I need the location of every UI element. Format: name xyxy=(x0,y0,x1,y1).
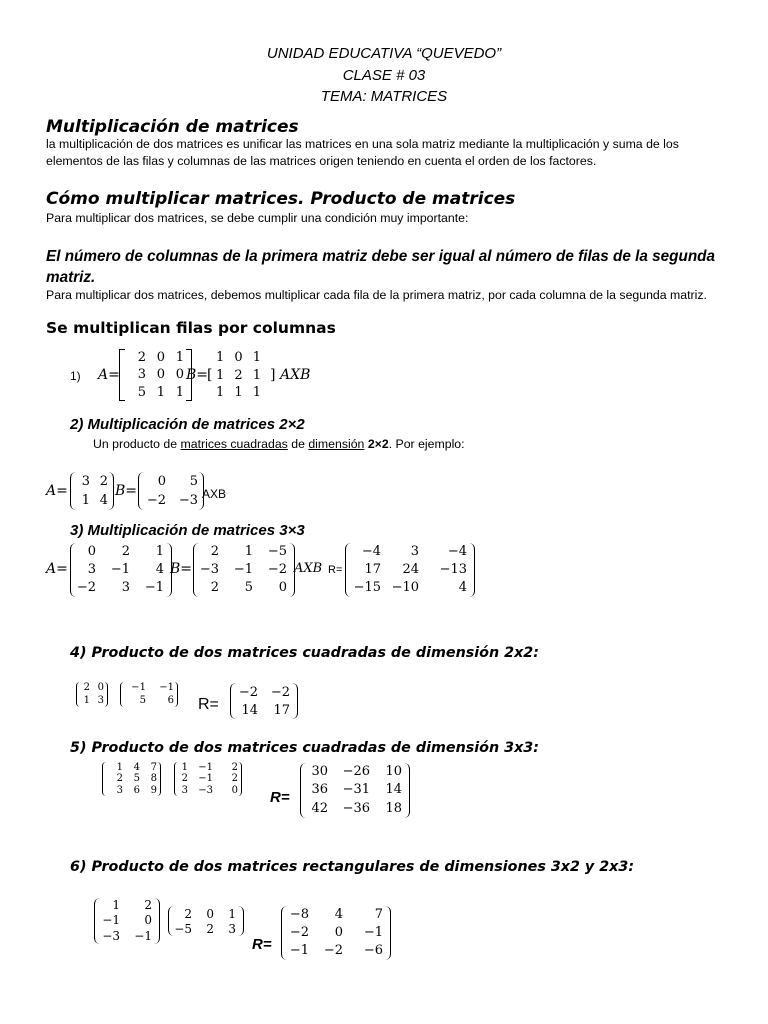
matrix-entry: 2 xyxy=(210,544,219,559)
section-title-multiplication: Multiplicación de matrices xyxy=(46,117,299,137)
matrix-entry: −2 xyxy=(146,492,166,508)
matrix-entry: 1 xyxy=(228,906,236,921)
matrix-entry: −1 xyxy=(131,682,146,694)
desc-text: de xyxy=(287,437,309,451)
matrix-m2-ex6-entries xyxy=(174,906,238,936)
matrix-entry: −2 xyxy=(267,562,287,577)
matrix-a-label: A= xyxy=(46,561,68,577)
matrix-entry: 8 xyxy=(150,773,157,785)
matrix-entry: −31 xyxy=(342,782,370,798)
matrix-entry: 0 xyxy=(97,682,104,694)
matrix-m1-ex4 xyxy=(76,682,108,707)
matrix-b-label: B= xyxy=(170,561,193,577)
example-2-title: 2) Multiplicación de matrices 2×2 xyxy=(70,416,305,433)
matrix-entry: 18 xyxy=(385,800,402,816)
example-2-description xyxy=(93,436,465,453)
example-1-number: 1) xyxy=(70,369,81,383)
matrix-entry: 3 xyxy=(81,473,90,489)
condition-rule: El número de columnas de la primera matriz debe ser igual al número de filas de la segunda matriz. xyxy=(46,248,716,286)
matrix-entry: 2 xyxy=(137,350,146,366)
matrix-entry: −15 xyxy=(353,580,381,595)
matrix-entry: 4 xyxy=(334,907,343,922)
condition-intro: Para multiplicar dos matrices, se debe cumplir una condición muy importante: xyxy=(46,211,469,225)
matrix-entry: −1 xyxy=(134,928,152,943)
matrix-a-ex3-entries xyxy=(76,543,166,597)
result-matrix-ex5 xyxy=(300,763,410,818)
matrix-entry: −4 xyxy=(447,544,467,559)
matrix-entry: 1 xyxy=(181,762,188,774)
matrix-entry: 3 xyxy=(87,562,96,577)
matrix-b-row-3: 1 1 1 xyxy=(216,385,262,400)
result-label-ex4: R= xyxy=(198,696,219,713)
matrix-entry: −2 xyxy=(76,580,96,595)
example-5-title: 5) Producto de dos matrices cuadradas de dimensión 3x3: xyxy=(70,740,539,756)
matrix-entry: 17 xyxy=(364,562,381,577)
matrix-entry: 42 xyxy=(311,800,328,816)
matrix-entry: 5 xyxy=(133,773,140,785)
matrix-m2-ex4 xyxy=(120,682,178,707)
matrix-m2-ex4-entries xyxy=(124,682,174,707)
matrix-entry: 9 xyxy=(150,784,157,796)
link-dimension[interactable]: dimensión xyxy=(308,437,365,451)
matrix-b-row-2: 1 2 1 xyxy=(216,368,262,383)
method-paragraph: Para multiplicar dos matrices, debemos multiplicar cada fila de la primera matriz, por cada columna de la segunda matriz. xyxy=(46,288,707,302)
definition-paragraph: la multiplicación de dos matrices es unificar las matrices en una sola matriz mediante la multiplicación y suma de los elementos de las filas y columnas de las matrices origen teniendo en cuenta el orden de los factores. xyxy=(46,137,679,168)
matrix-entry: 1 xyxy=(81,492,90,508)
matrix-m1-ex6-entries xyxy=(100,898,154,944)
rows-by-columns-heading: Se multiplican filas por columnas xyxy=(46,319,336,337)
topic-title: TEMA: MATRICES xyxy=(320,88,448,105)
section-title-how-to: Cómo multiplicar matrices. Producto de matrices xyxy=(46,189,516,209)
matrix-entry: −13 xyxy=(439,562,467,577)
matrix-entry: −2 xyxy=(289,925,309,940)
matrix-entry: 14 xyxy=(241,702,258,718)
matrix-entry: −2 xyxy=(238,684,258,700)
matrix-entry: 4 xyxy=(458,580,467,595)
matrix-entry: −1 xyxy=(289,943,309,958)
matrix-entry: 0 xyxy=(156,367,165,383)
matrix-entry: −2 xyxy=(270,684,290,700)
matrix-entry: −26 xyxy=(342,764,370,780)
matrix-entry: 1 xyxy=(156,384,165,400)
desc-dimension: 2×2 xyxy=(364,437,389,451)
matrix-entry: 7 xyxy=(150,762,157,774)
matrix-entry: −1 xyxy=(102,913,120,928)
matrix-entry: 36 xyxy=(311,782,328,798)
desc-text: . Por ejemplo: xyxy=(388,437,465,451)
matrix-entry: 3 xyxy=(181,784,188,796)
matrix-entry: 7 xyxy=(374,907,383,922)
example-4-title: 4) Producto de dos matrices cuadradas de dimensión 2x2: xyxy=(70,645,539,661)
matrix-entry: 1 xyxy=(155,544,164,559)
matrix-entry: 3 xyxy=(97,694,104,706)
matrix-entry: 2 xyxy=(184,906,192,921)
matrix-entry: 2 xyxy=(231,773,238,785)
matrix-b-label: B= xyxy=(115,483,138,499)
matrix-entry: 4 xyxy=(99,492,108,508)
matrix-a-label: A= xyxy=(98,367,120,383)
example-3-title: 3) Multiplicación de matrices 3×3 xyxy=(70,522,305,539)
matrix-entry: 2 xyxy=(121,544,130,559)
matrix-entry: 3 xyxy=(116,784,123,796)
matrix-entry: 1 xyxy=(83,694,90,706)
axb-operator-ex1: AXB xyxy=(280,367,311,383)
matrix-entry: −1 xyxy=(144,580,164,595)
link-square-matrices[interactable]: matrices cuadradas xyxy=(180,437,288,451)
matrix-entry: −3 xyxy=(198,784,213,796)
matrix-entry: −10 xyxy=(391,580,419,595)
matrix-b-row-1: 1 0 1 xyxy=(216,350,262,365)
matrix-entry: 0 xyxy=(334,925,343,940)
matrix-entry: 6 xyxy=(133,784,140,796)
matrix-entry: 2 xyxy=(83,682,90,694)
result-label-ex6: R= xyxy=(252,936,272,953)
matrix-entry: −1 xyxy=(233,562,253,577)
axb-operator-ex2: AXB xyxy=(202,487,227,501)
matrix-entry: 4 xyxy=(155,562,164,577)
matrix-entry: 2 xyxy=(181,773,188,785)
matrix-entry: −6 xyxy=(363,943,383,958)
matrix-entry: −8 xyxy=(289,907,309,922)
axb-operator-ex3: AXB xyxy=(294,561,323,576)
desc-text: Un producto de xyxy=(93,437,181,451)
matrix-entry: 4 xyxy=(133,762,140,774)
matrix-entry: 2 xyxy=(144,898,152,913)
matrix-entry: 24 xyxy=(402,562,419,577)
matrix-b-label: B= xyxy=(186,367,209,383)
matrix-m2-ex5-entries xyxy=(178,762,238,796)
matrix-entry: −1 xyxy=(110,562,130,577)
matrix-entry: −5 xyxy=(174,921,192,936)
school-name: UNIDAD EDUCATIVA “QUEVEDO” xyxy=(266,45,502,62)
matrix-entry: 0 xyxy=(144,913,152,928)
matrix-entry: −2 xyxy=(323,943,343,958)
matrix-entry: 5 xyxy=(139,694,146,706)
matrix-entry: 0 xyxy=(156,350,165,366)
result-label-ex5: R= xyxy=(270,789,290,806)
matrix-entry: 14 xyxy=(385,782,402,798)
matrix-entry: 3 xyxy=(137,367,146,383)
matrix-a-ex1-entries xyxy=(125,349,186,401)
class-number: CLASE # 03 xyxy=(342,67,426,84)
matrix-entry: 2 xyxy=(206,921,214,936)
matrix-m1-ex5 xyxy=(102,762,161,796)
matrix-entry: 1 xyxy=(175,350,184,366)
matrix-entry: 2 xyxy=(210,580,219,595)
matrix-entry: 30 xyxy=(311,764,328,780)
matrix-entry: 5 xyxy=(189,473,198,489)
matrix-entry: −1 xyxy=(198,762,213,774)
matrix-entry: 0 xyxy=(175,367,184,383)
matrix-b-open-bracket: [ xyxy=(207,367,213,383)
matrix-entry: 17 xyxy=(273,702,290,718)
example-6-title: 6) Producto de dos matrices rectangulares de dimensiones 3x2 y 2x3: xyxy=(70,859,635,875)
matrix-a-label: A= xyxy=(46,483,68,499)
matrix-b-close-bracket: ] xyxy=(270,367,276,383)
matrix-m1-ex5-entries xyxy=(106,762,157,796)
matrix-entry: −1 xyxy=(363,925,383,940)
result-label-ex3: R= xyxy=(328,564,343,576)
matrix-entry: −5 xyxy=(267,544,287,559)
matrix-entry: 0 xyxy=(206,906,214,921)
matrix-a-ex1 xyxy=(119,349,192,401)
matrix-b-ex2 xyxy=(138,472,204,510)
matrix-entry: −1 xyxy=(159,682,174,694)
matrix-b-ex2-entries xyxy=(144,472,198,510)
matrix-entry: −36 xyxy=(342,800,370,816)
result-matrix-ex6-entries xyxy=(287,906,385,960)
result-matrix-ex4 xyxy=(230,683,298,719)
matrix-entry: 3 xyxy=(228,921,236,936)
matrix-entry: 1 xyxy=(116,762,123,774)
result-matrix-ex5-entries xyxy=(306,763,404,818)
matrix-entry: 0 xyxy=(231,784,238,796)
matrix-entry: −4 xyxy=(361,544,381,559)
matrix-entry: 1 xyxy=(175,384,184,400)
matrix-entry: 0 xyxy=(157,473,166,489)
matrix-entry: 6 xyxy=(167,694,174,706)
matrix-b-ex3-entries xyxy=(199,543,289,597)
matrix-entry: 1 xyxy=(112,898,120,913)
matrix-entry: 0 xyxy=(278,580,287,595)
result-matrix-ex3-entries xyxy=(351,543,469,597)
matrix-entry: −3 xyxy=(178,492,198,508)
matrix-entry: −3 xyxy=(199,562,219,577)
matrix-entry: 2 xyxy=(116,773,123,785)
matrix-b-ex3 xyxy=(193,543,295,597)
result-matrix-ex6 xyxy=(281,906,391,960)
matrix-entry: 5 xyxy=(137,384,146,400)
matrix-entry: 5 xyxy=(244,580,253,595)
matrix-entry: −3 xyxy=(102,928,120,943)
matrix-entry: 2 xyxy=(231,762,238,774)
matrix-entry: 3 xyxy=(121,580,130,595)
matrix-entry: 0 xyxy=(87,544,96,559)
matrix-m2-ex5 xyxy=(174,762,242,796)
matrix-a-ex2 xyxy=(70,472,114,510)
matrix-m2-ex6 xyxy=(168,906,244,936)
matrix-a-ex3 xyxy=(70,543,172,597)
matrix-m1-ex6 xyxy=(94,898,160,944)
matrix-entry: 1 xyxy=(244,544,253,559)
matrix-entry: 10 xyxy=(385,764,402,780)
matrix-entry: 3 xyxy=(410,544,419,559)
matrix-m1-ex4-entries xyxy=(80,682,104,707)
result-matrix-ex3 xyxy=(345,543,475,597)
matrix-entry: −1 xyxy=(198,773,213,785)
matrix-a-ex2-entries xyxy=(76,472,108,510)
result-matrix-ex4-entries xyxy=(236,683,292,719)
matrix-entry: 2 xyxy=(99,473,108,489)
